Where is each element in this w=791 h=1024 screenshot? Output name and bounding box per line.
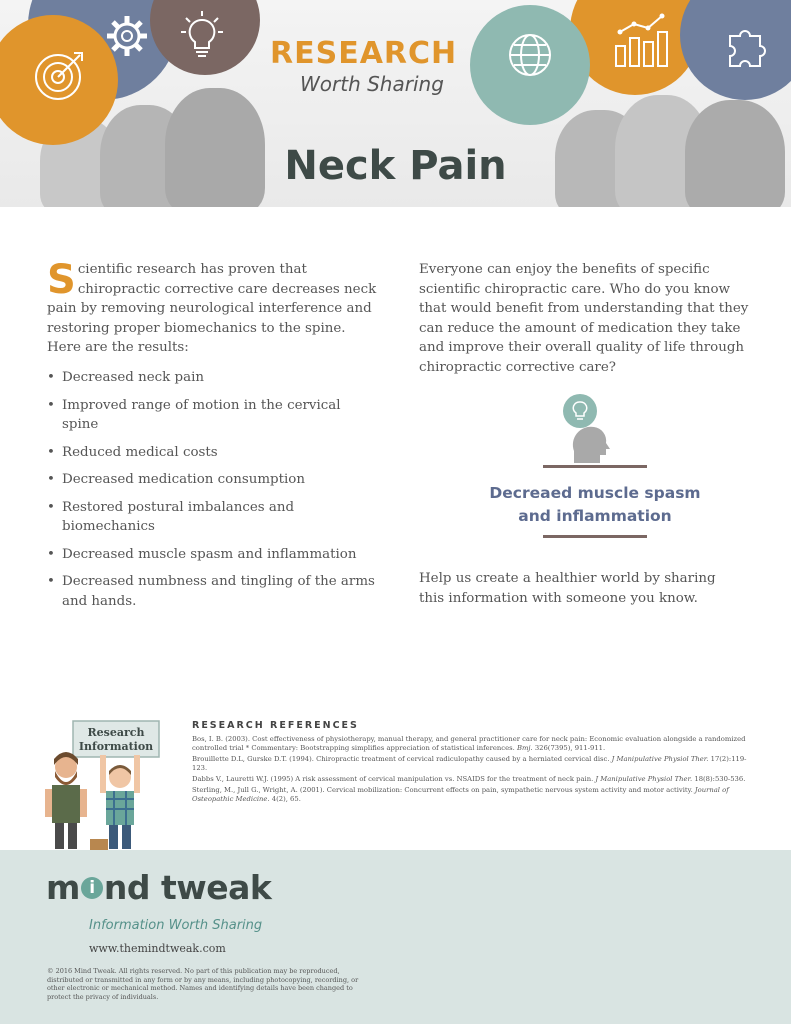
globe-icon <box>505 30 555 80</box>
logo-text-i: i <box>89 877 95 898</box>
benefits-paragraph: Everyone can enjoy the benefits of specific scientific chiropractic care. Who do you know that would benefit from understanding that they can reduce the amount of medication they take and improve their overall quality of life through chiropractic corrective care? <box>419 262 749 375</box>
reference-text: Sterling, M., Jull G., Wright, A. (2001). Cervical mobilization: Concurrent effects on pain, sympathetic nervous system activity and motor activity. <box>192 786 695 794</box>
logo-text-start: m <box>46 868 80 907</box>
feature-line-2: and inflammation <box>518 507 672 525</box>
reference-item <box>192 775 752 784</box>
research-subtitle: Worth Sharing <box>300 72 444 96</box>
copyright-notice: © 2016 Mind Tweak. All rights reserved. No part of this publication may be reproduced, distributed or transmitted in any form or by any means, including photocopying, recording, or other electronic or mechanical method. Names and identifying details have been changed to protect the privacy of individuals. <box>47 967 359 1002</box>
tagline: Information Worth Sharing <box>89 918 263 933</box>
divider-bottom <box>543 535 647 538</box>
list-item: • Reduced medical costs <box>47 443 377 463</box>
reference-journal: Journal of Osteopathic Medicine. <box>192 786 729 803</box>
reference-text: Brouillette D.L, Gurske D.T. (1994). Chiropractic treatment of cervical radiculopathy caused by a herniated cervical disc. <box>192 755 612 763</box>
reference-journal: Bmj <box>516 744 531 752</box>
list-item: • Decreased muscle spasm and inflammation <box>47 545 377 565</box>
reference-item <box>192 786 752 804</box>
drop-cap: S <box>47 257 76 303</box>
list-item: • Improved range of motion in the cervical spine <box>47 396 377 435</box>
reference-tail: 4(2), 65. <box>269 795 301 803</box>
sign-text-line-1: Research <box>87 726 145 739</box>
intro-text: cientific research has proven that chiropractic corrective care decreases neck pain by removing neurological interference and restoring proper biomechanics to the spine. Here are the results: <box>47 262 377 355</box>
reference-item <box>192 755 752 773</box>
reference-text: Dabbs V., Lauretti W.J. (1995) A risk assessment of cervical manipulation vs. NSAIDS for the treatment of neck pain. <box>192 775 596 783</box>
feature-line-1: Decreaed muscle spasm <box>489 484 701 502</box>
list-item: • Restored postural imbalances and biomechanics <box>47 498 377 537</box>
list-item: • Decreased neck pain <box>47 368 377 388</box>
results-list <box>47 368 377 619</box>
reference-journal: J Manipulative Physiol Ther. <box>595 775 693 783</box>
divider-top <box>543 465 647 468</box>
lightbulb-icon <box>180 10 224 64</box>
references-heading: RESEARCH REFERENCES <box>192 720 359 731</box>
website-link[interactable]: www.themindtweak.com <box>89 942 226 955</box>
logo-speech-dot <box>81 877 103 899</box>
puzzle-icon <box>722 22 770 70</box>
list-item: • Decreased medication consumption <box>47 470 377 490</box>
feature-callout <box>460 482 730 528</box>
reference-tail: 17(2):119-123. <box>192 755 747 772</box>
reference-tail: 18(8):530-536. <box>692 775 746 783</box>
reference-item <box>192 735 752 753</box>
target-icon <box>30 45 90 105</box>
chart-icon <box>612 12 670 70</box>
intro-paragraph <box>47 257 377 358</box>
help-paragraph: Help us create a healthier world by sharing this information with someone you know. <box>419 571 716 606</box>
research-information-illustration <box>40 719 160 854</box>
sign-text-line-2: Information <box>78 740 154 753</box>
logo-text-end: nd tweak <box>103 868 272 907</box>
header-banner <box>0 0 791 207</box>
reference-journal: J Manipulative Physiol Ther. <box>611 755 709 763</box>
reference-tail: . 326(7395), 911-911. <box>530 744 606 752</box>
mind-tweak-logo <box>46 868 271 907</box>
references-list <box>192 735 752 806</box>
list-item: • Decreased numbness and tingling of the arms and hands. <box>47 572 377 611</box>
head-lightbulb-icon <box>560 393 620 463</box>
reference-text: Bos, I. B. (2003). Cost effectiveness of physiotherapy, manual therapy, and general practitioner care for neck pain: Economic evaluation alongside a randomized controlled trial * Commentary: Bootstrapping simplifies appreciation of statistical inferences. <box>192 735 746 752</box>
gear-icon <box>104 13 150 59</box>
page-title: Neck Pain <box>284 143 507 189</box>
research-label: RESEARCH <box>270 36 458 71</box>
